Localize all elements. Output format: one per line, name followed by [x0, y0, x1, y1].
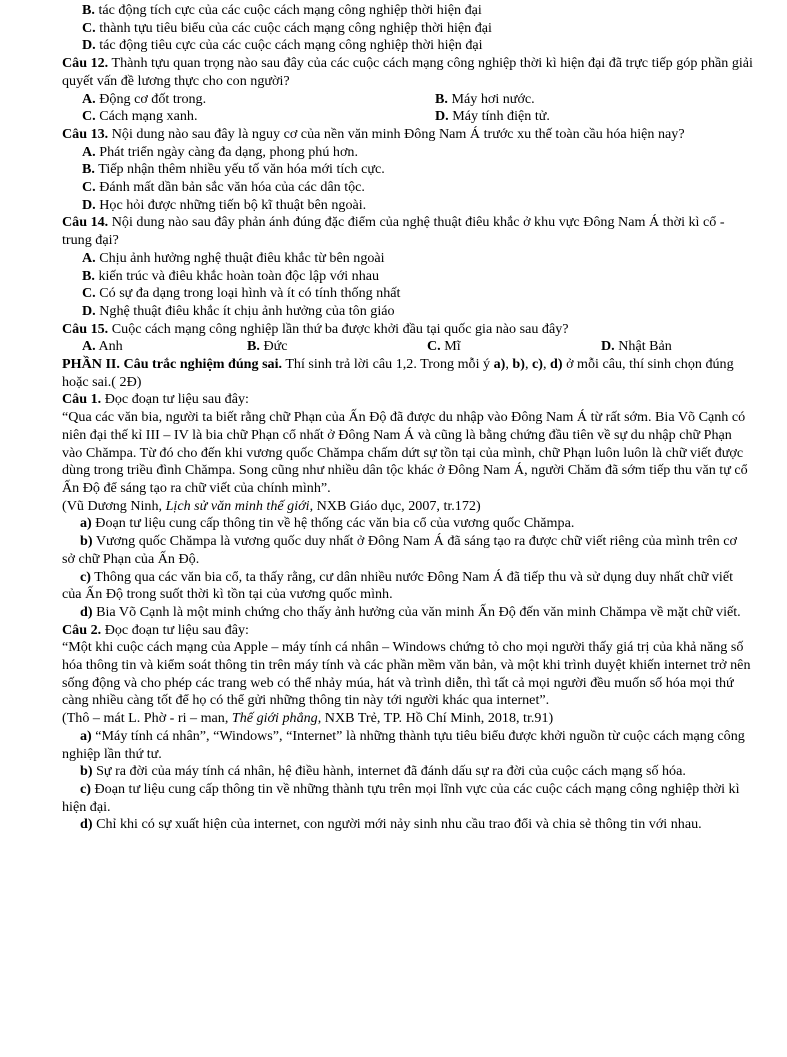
p2q2-item-a: a) “Máy tính cá nhân”, “Windows”, “Internet” là những thành tựu tiêu biểu được khởi nguồn từ cuộc cách mạng công nghiệp lần thứ tư. — [62, 727, 745, 762]
q12-options-row-1 — [62, 91, 753, 109]
q14-option-a: A. Chịu ảnh hưởng nghệ thuật điêu khắc từ bên ngoài — [82, 249, 385, 266]
q15-option-a: A. Anh — [82, 338, 123, 355]
part2-heading: PHẦN II. Câu trắc nghiệm đúng sai. Thí sinh trả lời câu 1,2. Trong mỗi ý a), b), c), d) ở mỗi câu, thí sinh chọn đúng hoặc sai.( 2Đ) — [62, 356, 734, 390]
q15-stem: Câu 15. Cuộc cách mạng công nghiệp lần thứ ba được khởi đầu tại quốc gia nào sau đây? — [62, 320, 569, 337]
q15-options-row — [62, 338, 753, 356]
q13-option-d: D. Học hỏi được những tiến bộ kĩ thuật bên ngoài. — [82, 196, 367, 213]
q15-option-d: D. Nhật Bản — [601, 338, 672, 355]
q13-option-c: C. Đánh mất dần bản sắc văn hóa của các dân tộc. — [82, 179, 365, 196]
q12-stem: Câu 12. Thành tựu quan trọng nào sau đây của các cuộc cách mạng công nghiệp thời kì hiện đại đã trực tiếp góp phần giải quyết vấn đề lương thực cho con người? — [62, 55, 753, 89]
p2q1-stem: Câu 1. Đọc đoạn tư liệu sau đây: — [62, 391, 249, 408]
q12-option-b: B. Máy hơi nước. — [435, 90, 535, 107]
q12-option-d: D. Máy tính điện tử. — [435, 108, 550, 125]
p2q2-item-d: d) Chỉ khi có sự xuất hiện của internet, con người mới nảy sinh nhu cầu trao đổi và chia sẻ thông tin với nhau. — [80, 816, 702, 833]
p2q1-source: (Vũ Dương Ninh, Lịch sử văn minh thế giới, NXB Giáo dục, 2007, tr.172) — [62, 497, 481, 514]
q11-option-d: D. tác động tiêu cực của các cuộc cách mạng công nghiệp thời hiện đại — [82, 37, 483, 54]
q12-option-c: C. Cách mạng xanh. — [82, 108, 198, 125]
q13-option-b: B. Tiếp nhận thêm nhiều yếu tố văn hóa mới tích cực. — [82, 161, 385, 178]
q11-option-b: B. tác động tích cực của các cuộc cách mạng công nghiệp thời hiện đại — [82, 2, 482, 18]
q14-option-b: B. kiến trúc và điêu khắc hoàn toàn độc lập với nhau — [82, 267, 380, 284]
q13-option-a: A. Phát triển ngày càng đa dạng, phong phú hơn. — [82, 143, 358, 160]
p2q2-source: (Thô – mát L. Phờ - ri – man, Thế giới phẳng, NXB Trẻ, TP. Hồ Chí Minh, 2018, tr.91) — [62, 710, 554, 727]
p2q1-item-c: c) Thông qua các văn bia cổ, ta thấy rằng, cư dân nhiều nước Đông Nam Á đã tiếp thu và sử dụng duy nhất chữ viết của Ấn Độ trong suốt thời kì tồn tại của vương quốc mình. — [62, 568, 733, 603]
q14-stem: Câu 14. Nội dung nào sau đây phản ánh đúng đặc điểm của nghệ thuật điêu khắc ở khu vực Đông Nam Á thời kì cổ - trung đại? — [62, 214, 725, 249]
p2q1-item-b: b) Vương quốc Chămpa là vương quốc duy nhất ở Đông Nam Á đã sáng tạo ra được chữ viết riêng của mình trên cơ sở chữ Phạn của Ấn Độ. — [62, 533, 738, 567]
p2q2-item-b: b) Sự ra đời của máy tính cá nhân, hệ điều hành, internet đã đánh dấu sự ra đời của cuộc cách mạng số hóa. — [80, 763, 686, 780]
q13-stem: Câu 13. Nội dung nào sau đây là nguy cơ của nền văn minh Đông Nam Á trước xu thế toàn cầu hóa hiện nay? — [62, 125, 685, 142]
p2q1-item-d: d) Bia Võ Cạnh là một minh chứng cho thấy ảnh hưởng của văn minh Ấn Độ đến văn minh Chămpa về mặt chữ viết. — [80, 603, 741, 620]
q14-option-c: C. Có sự đa dạng trong loại hình và ít có tính thống nhất — [82, 285, 401, 302]
q11-option-c: C. thành tựu tiêu biểu của các cuộc cách mạng công nghiệp thời hiện đại — [82, 19, 492, 36]
q15-option-c: C. Mĩ — [427, 338, 461, 355]
q14-option-d: D. Nghệ thuật điêu khắc ít chịu ảnh hưởng của tôn giáo — [82, 302, 395, 319]
p2q2-quote: “Một khi cuộc cách mạng của Apple – máy tính cá nhân – Windows chứng tỏ cho mọi người thấy giá trị của khả năng số hóa thông tin và kiểm soát thông tin trên máy tính và các phần mềm văn bản, và một khi trình duyệt khiến internet trở nên sống động và cho phép các trang web có thể nhảy múa, hát và trình diễn, thì tất cả mọi người đều muốn số hóa mọi thứ càng nhiều càng tốt để họ có thể gửi những thông tin này tới người khác qua internet”. — [62, 639, 751, 709]
q12-option-a: A. Động cơ đốt trong. — [82, 90, 207, 107]
p2q1-quote: “Qua các văn bia, người ta biết rằng chữ Phạn của Ấn Độ đã được du nhập vào Đông Nam Á từ rất sớm. Bia Võ Cạnh có niên đại thế kỉ III – IV là bia chữ Phạn cổ nhất ở Đông Nam Á và cũng là bằng chứng đầu tiên về sự du nhập chữ Phạn vào Chămpa. Từ đó cho đến khi vương quốc Chămpa chấm dứt sự tồn tại của mình, chữ Phạn luôn luôn là chữ viết được dùng trong triều đình Chămpa. Song cũng như nhiều dân tộc khác ở Đông Nam Á, người Chăm đã sớm tiếp thu văn tự cổ Ấn Độ để sáng tạo ra chữ viết của chính mình”. — [62, 409, 748, 496]
q12-options-row-2 — [62, 108, 753, 126]
p2q2-item-c: c) Đoạn tư liệu cung cấp thông tin về những thành tựu trên mọi lĩnh vực của các cuộc cách mạng công nghiệp thời kì hiện đại. — [62, 780, 740, 815]
p2q2-stem: Câu 2. Đọc đoạn tư liệu sau đây: — [62, 621, 249, 638]
p2q1-item-a: a) Đoạn tư liệu cung cấp thông tin về hệ thống các văn bia cổ của vương quốc Chămpa. — [80, 515, 575, 532]
q15-option-b: B. Đức — [247, 338, 288, 355]
